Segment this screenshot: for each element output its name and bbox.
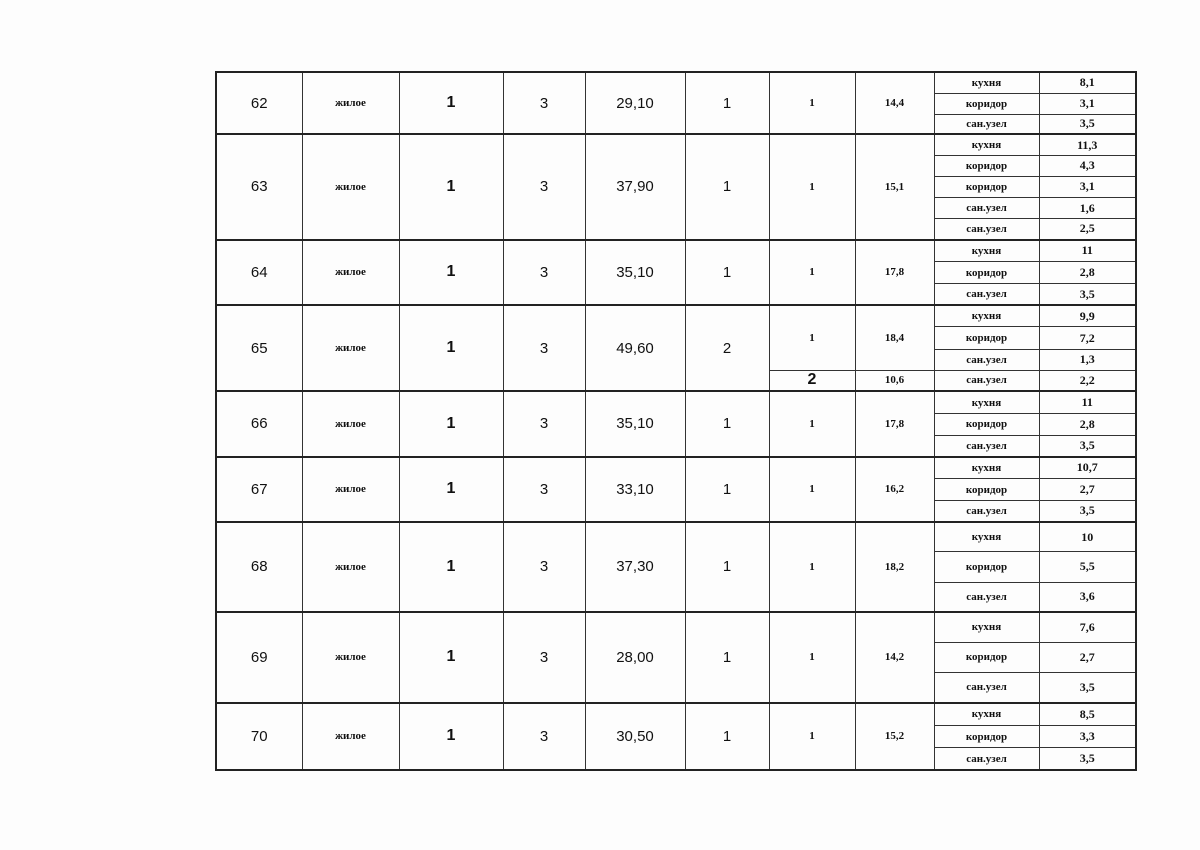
total-area: 33,10 — [585, 457, 685, 522]
auxiliary-room-area: 3,1 — [1039, 176, 1136, 197]
room-count: 1 — [399, 305, 503, 391]
auxiliary-room-name: коридор — [934, 176, 1039, 197]
table-row — [216, 134, 1136, 155]
table-row — [216, 391, 1136, 413]
auxiliary-room-area: 8,1 — [1039, 72, 1136, 93]
auxiliary-room-area: 10,7 — [1039, 457, 1136, 479]
total-area: 28,00 — [585, 612, 685, 702]
living-room-area: 18,4 — [855, 305, 934, 370]
total-area: 30,50 — [585, 703, 685, 770]
living-room-index: 1 — [769, 134, 855, 239]
auxiliary-room-name: сан.узел — [934, 748, 1039, 770]
living-room-count: 1 — [685, 457, 769, 522]
auxiliary-room-name: коридор — [934, 327, 1039, 349]
apartment-number: 65 — [216, 305, 302, 391]
auxiliary-room-area: 1,3 — [1039, 349, 1136, 370]
auxiliary-room-area: 3,5 — [1039, 501, 1136, 522]
living-room-count: 1 — [685, 240, 769, 305]
floor-number: 3 — [503, 72, 585, 134]
apartment-number: 67 — [216, 457, 302, 522]
floor-number: 3 — [503, 305, 585, 391]
living-room-area: 16,2 — [855, 457, 934, 522]
auxiliary-room-area: 2,8 — [1039, 262, 1136, 284]
auxiliary-room-name: кухня — [934, 457, 1039, 479]
table-row — [216, 72, 1136, 93]
living-room-area: 17,8 — [855, 391, 934, 456]
auxiliary-room-name: коридор — [934, 479, 1039, 501]
auxiliary-room-area: 7,2 — [1039, 327, 1136, 349]
floor-number: 3 — [503, 240, 585, 305]
premises-type: жилое — [302, 305, 399, 391]
living-room-count: 2 — [685, 305, 769, 391]
auxiliary-room-name: сан.узел — [934, 349, 1039, 370]
auxiliary-room-area: 1,6 — [1039, 197, 1136, 218]
auxiliary-room-name: кухня — [934, 134, 1039, 155]
auxiliary-room-name: сан.узел — [934, 501, 1039, 522]
auxiliary-room-name: кухня — [934, 391, 1039, 413]
auxiliary-room-area: 7,6 — [1039, 612, 1136, 642]
auxiliary-room-area: 2,8 — [1039, 413, 1136, 435]
auxiliary-room-area: 4,3 — [1039, 155, 1136, 176]
living-room-count: 1 — [685, 391, 769, 456]
room-count: 1 — [399, 240, 503, 305]
room-count: 1 — [399, 522, 503, 612]
auxiliary-room-name: кухня — [934, 240, 1039, 262]
auxiliary-room-name: коридор — [934, 155, 1039, 176]
table-row — [216, 703, 1136, 726]
premises-type: жилое — [302, 240, 399, 305]
auxiliary-room-name: кухня — [934, 72, 1039, 93]
living-room-area: 15,1 — [855, 134, 934, 239]
auxiliary-room-area: 3,5 — [1039, 114, 1136, 134]
floor-number: 3 — [503, 703, 585, 770]
living-room-area: 18,2 — [855, 522, 934, 612]
room-count: 1 — [399, 703, 503, 770]
auxiliary-room-name: сан.узел — [934, 284, 1039, 305]
apartment-number: 69 — [216, 612, 302, 702]
total-area: 35,10 — [585, 240, 685, 305]
floor-number: 3 — [503, 134, 585, 239]
living-room-index: 1 — [769, 72, 855, 134]
auxiliary-room-name: коридор — [934, 726, 1039, 748]
total-area: 49,60 — [585, 305, 685, 391]
living-room-index: 1 — [769, 240, 855, 305]
floor-number: 3 — [503, 457, 585, 522]
apartment-number: 68 — [216, 522, 302, 612]
living-room-area: 14,4 — [855, 72, 934, 134]
living-room-index: 2 — [769, 370, 855, 391]
table-row — [216, 522, 1136, 552]
table-row — [216, 457, 1136, 479]
room-count: 1 — [399, 391, 503, 456]
auxiliary-room-area: 2,2 — [1039, 370, 1136, 391]
auxiliary-room-area: 3,3 — [1039, 726, 1136, 748]
room-count: 1 — [399, 457, 503, 522]
auxiliary-room-name: сан.узел — [934, 197, 1039, 218]
auxiliary-room-name: кухня — [934, 522, 1039, 552]
premises-type: жилое — [302, 612, 399, 702]
premises-type: жилое — [302, 391, 399, 456]
total-area: 37,30 — [585, 522, 685, 612]
auxiliary-room-name: сан.узел — [934, 435, 1039, 456]
living-room-area: 14,2 — [855, 612, 934, 702]
floor-number: 3 — [503, 612, 585, 702]
auxiliary-room-area: 3,5 — [1039, 672, 1136, 702]
room-count: 1 — [399, 612, 503, 702]
apartment-number: 63 — [216, 134, 302, 239]
auxiliary-room-name: коридор — [934, 552, 1039, 582]
floor-number: 3 — [503, 391, 585, 456]
auxiliary-room-area: 11,3 — [1039, 134, 1136, 155]
auxiliary-room-name: сан.узел — [934, 370, 1039, 391]
room-count: 1 — [399, 134, 503, 239]
premises-type: жилое — [302, 703, 399, 770]
premises-type: жилое — [302, 72, 399, 134]
living-room-index: 1 — [769, 612, 855, 702]
auxiliary-room-area: 3,6 — [1039, 582, 1136, 612]
auxiliary-room-name: сан.узел — [934, 114, 1039, 134]
total-area: 37,90 — [585, 134, 685, 239]
living-room-area: 15,2 — [855, 703, 934, 770]
living-room-index: 1 — [769, 522, 855, 612]
auxiliary-room-name: коридор — [934, 93, 1039, 114]
auxiliary-room-area: 2,7 — [1039, 479, 1136, 501]
auxiliary-room-area: 9,9 — [1039, 305, 1136, 327]
table-row — [216, 612, 1136, 642]
apartment-number: 62 — [216, 72, 302, 134]
table-row — [216, 305, 1136, 327]
document-page — [215, 71, 1135, 771]
auxiliary-room-area: 10 — [1039, 522, 1136, 552]
auxiliary-room-area: 2,7 — [1039, 642, 1136, 672]
auxiliary-room-area: 11 — [1039, 240, 1136, 262]
total-area: 29,10 — [585, 72, 685, 134]
auxiliary-room-area: 3,5 — [1039, 284, 1136, 305]
auxiliary-room-name: сан.узел — [934, 672, 1039, 702]
premises-type: жилое — [302, 457, 399, 522]
auxiliary-room-area: 3,5 — [1039, 748, 1136, 770]
auxiliary-room-name: кухня — [934, 305, 1039, 327]
auxiliary-room-area: 11 — [1039, 391, 1136, 413]
auxiliary-room-name: коридор — [934, 262, 1039, 284]
living-room-count: 1 — [685, 72, 769, 134]
auxiliary-room-name: кухня — [934, 612, 1039, 642]
living-room-count: 1 — [685, 522, 769, 612]
auxiliary-room-name: коридор — [934, 642, 1039, 672]
living-room-count: 1 — [685, 703, 769, 770]
auxiliary-room-name: сан.узел — [934, 219, 1039, 240]
floor-number: 3 — [503, 522, 585, 612]
total-area: 35,10 — [585, 391, 685, 456]
apartment-table — [215, 71, 1137, 771]
apartment-number: 64 — [216, 240, 302, 305]
auxiliary-room-name: коридор — [934, 413, 1039, 435]
living-room-area: 17,8 — [855, 240, 934, 305]
auxiliary-room-area: 8,5 — [1039, 703, 1136, 726]
auxiliary-room-area: 5,5 — [1039, 552, 1136, 582]
auxiliary-room-area: 2,5 — [1039, 219, 1136, 240]
auxiliary-room-name: сан.узел — [934, 582, 1039, 612]
living-room-index: 1 — [769, 457, 855, 522]
living-room-index: 1 — [769, 703, 855, 770]
auxiliary-room-name: кухня — [934, 703, 1039, 726]
apartment-number: 70 — [216, 703, 302, 770]
living-room-count: 1 — [685, 612, 769, 702]
apartment-number: 66 — [216, 391, 302, 456]
living-room-count: 1 — [685, 134, 769, 239]
premises-type: жилое — [302, 522, 399, 612]
living-room-area: 10,6 — [855, 370, 934, 391]
room-count: 1 — [399, 72, 503, 134]
auxiliary-room-area: 3,5 — [1039, 435, 1136, 456]
living-room-index: 1 — [769, 391, 855, 456]
auxiliary-room-area: 3,1 — [1039, 93, 1136, 114]
living-room-index: 1 — [769, 305, 855, 370]
table-row — [216, 240, 1136, 262]
premises-type: жилое — [302, 134, 399, 239]
